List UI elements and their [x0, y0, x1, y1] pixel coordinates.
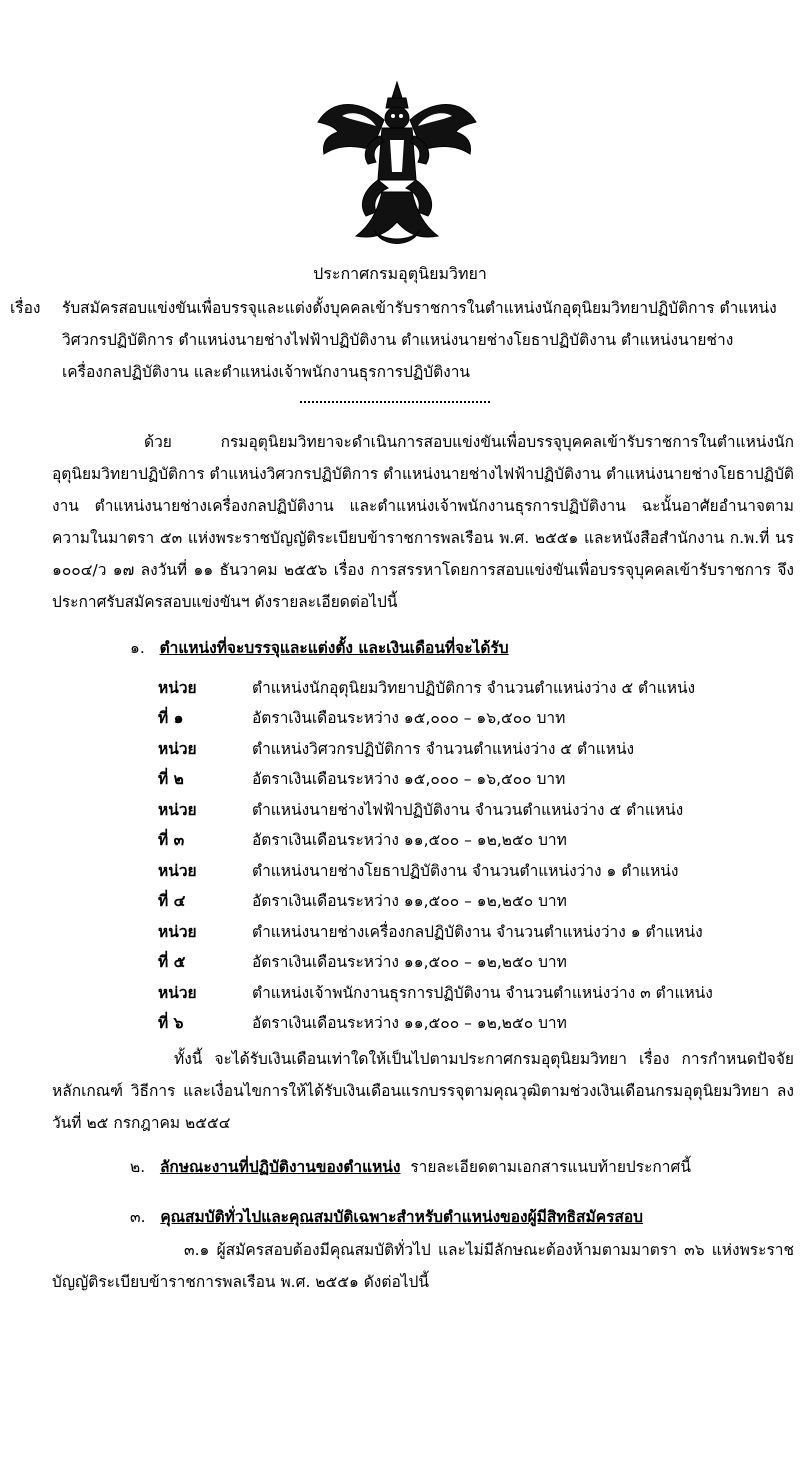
- unit-salary: อัตราเงินเดือนระหว่าง ๑๕,๐๐๐ – ๑๖,๕๐๐ บาท: [252, 709, 566, 727]
- subject-label: เรื่อง: [10, 299, 41, 317]
- unit-label: หน่วยที่ ๒: [158, 740, 197, 788]
- section-1-number: ๑.: [130, 639, 145, 657]
- section-3-number: ๓.: [130, 1208, 146, 1226]
- intro-text: ด้วย กรมอุตุนิยมวิทยาจะดำเนินการสอบแข่งขันเพื่อบรรจุบุคคลเข้ารับราชการในตำแหน่งนักอุตุนิยมวิทยาปฏิบัติการ ตำแหน่งวิศวกรปฏิบัติการ ตำแหน่งนายช่างไฟฟ้าปฏิบัติงาน ตำแหน่งนายช่างโยธาปฏิบัติงาน ตำแหน่งนายช่างเครื่องกลปฏิบัติงาน และตำแหน่งเจ้าพนักงานธุรการปฏิบัติงาน ฉะนั้นอาศัยอำนาจตามความในมาตรา ๕๓ แห่งพระราชบัญญัติระเบียบข้าราชการพลเรือน พ.ศ. ๒๕๕๑ และหนังสือสำนักงาน ก.พ.ที่ นร ๑๐๐๔/ว ๑๗ ลงวันที่ ๑๑ ธันวาคม ๒๕๕๖ เรื่อง การสรรหาโดยการสอบแข่งขันเพื่อบรรจุบุคคลเข้ารับราชการ จึงประกาศรับสมัครสอบแข่งขันฯ ดังรายละเอียดต่อไปนี้: [52, 433, 794, 611]
- salary-note: [52, 1043, 794, 1139]
- unit-label: หน่วยที่ ๓: [158, 801, 197, 849]
- unit-position: ตำแหน่งนายช่างไฟฟ้าปฏิบัติงาน จำนวนตำแหน่งว่าง ๕ ตำแหน่ง: [252, 801, 684, 819]
- section-1-heading: [130, 633, 509, 663]
- unit-label: หน่วยที่ ๔: [158, 862, 197, 910]
- unit-position: ตำแหน่งนายช่างเครื่องกลปฏิบัติงาน จำนวนตำแหน่งว่าง ๑ ตำแหน่ง: [252, 923, 703, 941]
- unit-label: หน่วยที่ ๕: [158, 923, 197, 971]
- section-3-1: [52, 1234, 794, 1298]
- unit-salary: อัตราเงินเดือนระหว่าง ๑๑,๕๐๐ – ๑๒,๒๕๐ บาท: [252, 831, 567, 849]
- unit-position: ตำแหน่งวิศวกรปฏิบัติการ จำนวนตำแหน่งว่าง ๕ ตำแหน่ง: [252, 740, 635, 758]
- section-1-title: ตำแหน่งที่จะบรรจุและแต่งตั้ง และเงินเดือนที่จะได้รับ: [159, 639, 509, 657]
- unit-salary: อัตราเงินเดือนระหว่าง ๑๑,๕๐๐ – ๑๒,๒๕๐ บาท: [252, 1014, 567, 1032]
- unit-salary: อัตราเงินเดือนระหว่าง ๑๕,๐๐๐ – ๑๖,๕๐๐ บาท: [252, 770, 566, 788]
- document-title: ประกาศกรมอุตุนิยมวิทยา: [313, 264, 487, 283]
- unit-label: หน่วยที่ ๑: [158, 679, 197, 727]
- unit-position: ตำแหน่งเจ้าพนักงานธุรการปฏิบัติงาน จำนวนตำแหน่งว่าง ๓ ตำแหน่ง: [252, 984, 713, 1002]
- section-3-heading: [130, 1202, 643, 1232]
- dotted-divider: [300, 401, 490, 403]
- salary-note-text: ทั้งนี้ จะได้รับเงินเดือนเท่าใดให้เป็นไปตามประกาศกรมอุตุนิยมวิทยา เรื่อง การกำหนดปัจจัย หลักเกณฑ์ วิธีการ และเงื่อนไขการให้ได้รับเงินเดือนแรกบรรจุตามคุณวุฒิตามช่วงเงินเดือนกรมอุตุนิยมวิทยา ลงวันที่ ๒๕ กรกฎาคม ๒๕๕๔: [52, 1050, 794, 1132]
- unit-salary: อัตราเงินเดือนระหว่าง ๑๑,๕๐๐ – ๑๒,๒๕๐ บาท: [252, 953, 567, 971]
- section-2-title: ลักษณะงานที่ปฏิบัติงานของตำแหน่ง: [159, 1158, 401, 1176]
- intro-paragraph: [52, 426, 794, 618]
- section-3-title: คุณสมบัติทั่วไปและคุณสมบัติเฉพาะสำหรับตำแหน่งของผู้มีสิทธิสมัครสอบ: [160, 1208, 644, 1226]
- section-2-text: รายละเอียดตามเอกสารแนบท้ายประกาศนี้: [410, 1158, 691, 1176]
- unit-position: ตำแหน่งนักอุตุนิยมวิทยาปฏิบัติการ จำนวนตำแหน่งว่าง ๕ ตำแหน่ง: [252, 679, 696, 697]
- unit-label: หน่วยที่ ๖: [158, 984, 197, 1032]
- section-2-number: ๒.: [130, 1158, 146, 1176]
- section-3-1-text: ๓.๑ ผู้สมัครสอบต้องมีคุณสมบัติทั่วไป และไม่มีลักษณะต้องห้ามตามมาตรา ๓๖ แห่งพระราชบัญญัติระเบียบข้าราชการพลเรือน พ.ศ. ๒๕๕๑ ดังต่อไปนี้: [52, 1241, 794, 1291]
- section-2: [130, 1152, 691, 1182]
- subject-text: รับสมัครสอบแข่งขันเพื่อบรรจุและแต่งตั้งบุคคลเข้ารับราชการในตำแหน่งนักอุตุนิยมวิทยาปฏิบัติการ ตำแหน่งวิศวกรปฏิบัติการ ตำแหน่งนายช่างไฟฟ้าปฏิบัติงาน ตำแหน่งนายช่างโยธาปฏิบัติงาน ตำแหน่งนายช่างเครื่องกลปฏิบัติงาน และตำแหน่งเจ้าพนักงานธุรการปฏิบัติงาน: [62, 299, 777, 381]
- unit-salary: อัตราเงินเดือนระหว่าง ๑๑,๕๐๐ – ๑๒,๒๕๐ บาท: [252, 892, 567, 910]
- unit-position: ตำแหน่งนายช่างโยธาปฏิบัติงาน จำนวนตำแหน่งว่าง ๑ ตำแหน่ง: [252, 862, 679, 880]
- garuda-emblem: [312, 80, 482, 250]
